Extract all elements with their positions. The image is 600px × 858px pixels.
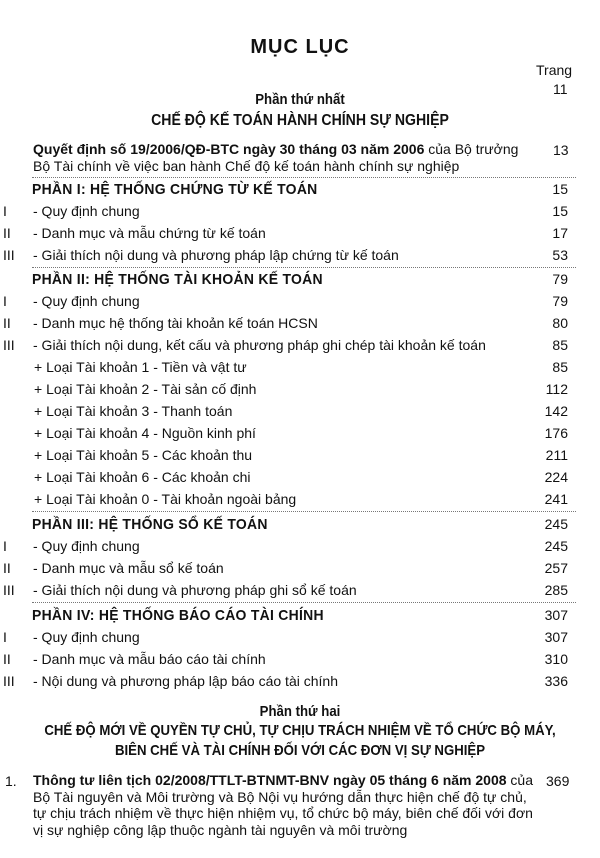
toc-subitem[interactable] <box>0 445 600 467</box>
item-roman-number: II <box>3 225 11 241</box>
item-page-number: 79 <box>552 293 568 309</box>
item-title: - Quy định chung <box>33 538 140 554</box>
item-title: - Giải thích nội dung và phương pháp lập chứng từ kế toán <box>33 247 399 263</box>
toc-subitem[interactable] <box>0 489 600 511</box>
section-title: PHẦN I: HỆ THỐNG CHỨNG TỪ KẾ TOÁN <box>32 181 318 198</box>
decision-title: Quyết định số 19/2006/QĐ-BTC ngày 30 tháng 03 năm 2006 <box>33 141 425 157</box>
subitem-page-number: 112 <box>545 381 568 397</box>
section-page-number: 245 <box>544 516 568 532</box>
subitem-page-number: 176 <box>544 425 568 441</box>
toc-subitem[interactable] <box>0 467 600 489</box>
decision-description: của Bộ trưởng Bộ Tài chính về việc ban hành Chế độ kế toán hành chính sự nghiệp <box>33 141 519 174</box>
part2-heading: Phần thứ hai <box>259 703 341 720</box>
item-roman-number: II <box>3 651 11 667</box>
divider <box>32 602 576 603</box>
toc-section-phan-1[interactable] <box>0 179 600 201</box>
item-title: - Danh mục và mẫu chứng từ kế toán <box>33 225 266 241</box>
item-roman-number: III <box>3 673 15 689</box>
section-page-number: 79 <box>552 271 568 287</box>
subitem-title: + Loại Tài khoản 2 - Tài sản cố định <box>34 381 257 397</box>
subitem-page-number: 224 <box>544 469 568 485</box>
toc-item[interactable] <box>0 335 600 357</box>
subitem-page-number: 142 <box>544 403 568 419</box>
section-title: PHẦN IV: HỆ THỐNG BÁO CÁO TÀI CHÍNH <box>32 607 324 624</box>
toc-item[interactable] <box>0 580 600 602</box>
item-roman-number: I <box>3 629 7 645</box>
item-page-number: 336 <box>544 673 568 689</box>
section-title: PHẦN III: HỆ THỐNG SỔ KẾ TOÁN <box>32 516 268 533</box>
item-title: - Danh mục và mẫu sổ kế toán <box>33 560 224 576</box>
toc-item[interactable] <box>0 536 600 558</box>
toc-section-phan-3[interactable] <box>0 514 600 536</box>
item-title: - Quy định chung <box>33 629 140 645</box>
item-roman-number: III <box>3 582 15 598</box>
toc-item[interactable] <box>0 558 600 580</box>
toc-subitem[interactable] <box>0 357 600 379</box>
item-title: - Nội dung và phương pháp lập báo cáo tài chính <box>33 673 338 689</box>
decision-page-number: 13 <box>553 142 569 158</box>
subitem-page-number: 241 <box>544 491 568 507</box>
page-column-label: Trang <box>536 62 573 78</box>
page-title: MỤC LỤC <box>250 36 350 58</box>
subitem-page-number: 211 <box>545 447 568 463</box>
item-page-number: 15 <box>552 203 568 219</box>
item-title: - Danh mục và mẫu báo cáo tài chính <box>33 651 266 667</box>
circular-description: của Bộ Tài nguyên và Môi trường và Bộ Nội vụ hướng dẫn thực hiện chế độ tự chủ, tự chịu trách nhiệm về thực hiện nhiệm vụ, tổ chức bộ máy, biên chế đối với đơn vị sự nghiệp công lập thuộc ngành tài nguyên và môi trường <box>33 772 533 838</box>
section-page-number: 307 <box>544 607 568 623</box>
item-page-number: 310 <box>544 651 568 667</box>
divider <box>32 511 576 512</box>
part2-item-number: 1. <box>5 773 17 789</box>
item-title: - Giải thích nội dung và phương pháp ghi sổ kế toán <box>33 582 357 598</box>
subitem-title: + Loại Tài khoản 1 - Tiền và vật tư <box>34 359 247 375</box>
toc-subitem[interactable] <box>0 379 600 401</box>
subitem-title: + Loại Tài khoản 4 - Nguồn kinh phí <box>34 425 256 441</box>
part2-subheading-line2: BIÊN CHẾ VÀ TÀI CHÍNH ĐỐI VỚI CÁC ĐƠN VỊ SỰ NGHIỆP <box>114 742 486 759</box>
item-roman-number: II <box>3 560 11 576</box>
part2-item-1[interactable] <box>33 772 543 838</box>
item-title: - Giải thích nội dung, kết cấu và phương pháp ghi chép tài khoản kế toán <box>33 337 486 353</box>
part2-item-page-number: 369 <box>546 773 570 789</box>
part1-subheading: CHẾ ĐỘ KẾ TOÁN HÀNH CHÍNH SỰ NGHIỆP <box>151 112 449 129</box>
subitem-title: + Loại Tài khoản 5 - Các khoản thu <box>34 447 253 463</box>
item-roman-number: I <box>3 293 7 309</box>
toc-subitem[interactable] <box>0 423 600 445</box>
item-page-number: 307 <box>544 629 568 645</box>
part1-heading: Phần thứ nhất <box>255 91 345 108</box>
item-page-number: 245 <box>544 538 568 554</box>
item-roman-number: II <box>3 315 11 331</box>
item-page-number: 285 <box>544 582 568 598</box>
subitem-title: + Loại Tài khoản 3 - Thanh toán <box>34 403 233 419</box>
circular-title: Thông tư liên tịch 02/2008/TTLT-BTNMT-BNV ngày 05 tháng 6 năm 2008 <box>33 772 507 788</box>
toc-item[interactable] <box>0 201 600 223</box>
subitem-title: + Loại Tài khoản 0 - Tài khoản ngoài bảng <box>34 491 297 507</box>
toc-item[interactable] <box>0 627 600 649</box>
item-roman-number: I <box>3 538 7 554</box>
toc-item[interactable] <box>0 245 600 267</box>
section-page-number: 15 <box>552 181 568 197</box>
toc-section-phan-4[interactable] <box>0 605 600 627</box>
toc-subitem[interactable] <box>0 401 600 423</box>
item-roman-number: III <box>3 247 15 263</box>
toc-item[interactable] <box>0 649 600 671</box>
part1-decision-entry[interactable] <box>33 141 533 174</box>
item-page-number: 53 <box>552 247 568 263</box>
part2-subheading-line1: CHẾ ĐỘ MỚI VỀ QUYỀN TỰ CHỦ, TỰ CHỊU TRÁCH NHIỆM VỀ TỔ CHỨC BỘ MÁY, <box>44 722 556 739</box>
item-title: - Quy định chung <box>33 293 140 309</box>
divider <box>32 177 576 178</box>
toc-item[interactable] <box>0 291 600 313</box>
item-page-number: 257 <box>544 560 568 576</box>
item-page-number: 80 <box>552 315 568 331</box>
section-title: PHẦN II: HỆ THỐNG TÀI KHOẢN KẾ TOÁN <box>32 271 323 288</box>
toc-section-phan-2[interactable] <box>0 269 600 291</box>
item-page-number: 85 <box>552 337 568 353</box>
subitem-title: + Loại Tài khoản 6 - Các khoản chi <box>34 469 251 485</box>
intro-page-number: 11 <box>553 81 568 97</box>
item-title: - Quy định chung <box>33 203 140 219</box>
item-title: - Danh mục hệ thống tài khoản kế toán HCSN <box>33 315 318 331</box>
toc-item[interactable] <box>0 671 600 693</box>
toc-item[interactable] <box>0 313 600 335</box>
item-roman-number: I <box>3 203 7 219</box>
divider <box>32 267 576 268</box>
subitem-page-number: 85 <box>552 359 568 375</box>
item-page-number: 17 <box>552 225 568 241</box>
toc-item[interactable] <box>0 223 600 245</box>
item-roman-number: III <box>3 337 15 353</box>
